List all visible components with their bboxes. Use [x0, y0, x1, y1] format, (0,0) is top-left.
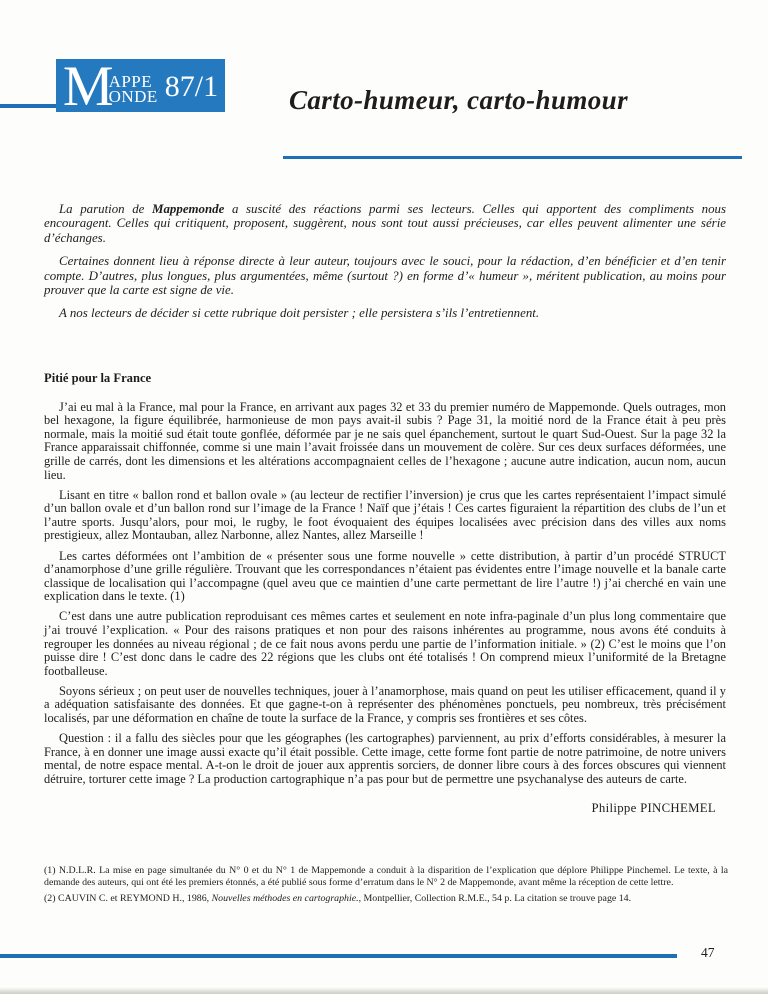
section-heading: Pitié pour la France — [44, 371, 152, 385]
footnote-2-book-title: Nouvelles méthodes en cartographie. — [211, 892, 359, 904]
body-paragraph-5: Soyons sérieux ; on peut user de nouvelles techniques, jouer à l’anamorphose, mais quand on peut les utiliser efficacement, quand il y a adéquation satisfaisante des données. Et que gagne-t-on à représenter des phénomènes ponctuels, peu nombreux, très précisément localisés, par une déformation en chaîne de toute la surface de la France, y compris ses frontières et ses côtes. — [44, 683, 726, 726]
logo-word-stack — [108, 71, 158, 106]
intro-p1-journal-name: Mappemonde — [152, 202, 225, 216]
footer-rule — [0, 954, 677, 958]
masthead-left-rule — [0, 104, 58, 108]
letter-body — [44, 372, 726, 793]
logo-letter-m: M — [62, 54, 112, 118]
page-number: 47 — [701, 945, 715, 960]
intro-p1-after: a suscité des réactions parmi ses lecteurs. Celles qui apportent des compliments nous encouragent. Celles qui critiquent, proposent, suggèrent, nous sont tout aussi précieuses, car elles peuvent alimenter une série d’échanges. — [44, 202, 726, 245]
mappemonde-logo — [56, 54, 225, 118]
intro-paragraph-3: A nos lecteurs de décider si cette rubrique doit persister ; elle persistera s’ils l’entretiennent. — [59, 306, 540, 321]
body-paragraph-2: Lisant en titre « ballon rond et ballon ovale » (au lecteur de rectifier l’inversion) je crus que les cartes représentaient l’impact simulé d’un ballon ovale et d’un ballon rond sur l’image de la France ! Naïf que j’étais ! Ces cartes figuraient la répartition des clubs de l’un et l’autre sports. Jusqu’alors, pour moi, le rugby, le foot évoquaient des équipes localisées avec précision dans des villes aux noms prestigieux, allez Montauban, allez Narbonne, allez Nantes, allez Marseille ! — [44, 487, 726, 543]
logo-word-bottom: ONDE — [108, 86, 158, 106]
logo-word-top: APPE — [108, 71, 153, 91]
footnote-2-after: , Montpellier, Collection R.M.E., 54 p. La citation se trouve page 14. — [358, 892, 632, 904]
footnote-1: (1) N.D.L.R. La mise en page simultanée du N° 0 et du N° 1 de Mappemonde a conduit à la disparition de l’explication que déplore Philippe Pinchemel. Le texte, à la demande des auteurs, qui ont été les premiers étonnés, a été publié sous forme d’erratum dans le N° 2 de Mappemonde, avant même la réception de cette lettre. — [44, 865, 728, 889]
scan-edge — [0, 987, 768, 994]
article-title: Carto-humeur, carto-humour — [289, 85, 629, 115]
title-rule — [283, 156, 742, 159]
author-signature: Philippe PINCHEMEL — [591, 801, 716, 815]
body-paragraph-1: J’ai eu mal à la France, mal pour la France, en arrivant aux pages 32 et 33 du premier numéro de Mappemonde. Quels outrages, mon bel hexagone, la figure équilibrée, harmonieuse de mon pays avait-il subis ? Page 31, la moitié nord de la France était à peu près normale, mais la moitié sud était toute gonflée, déformée par je ne sais quel épanchement, surtout le quart Sud-Ouest. Sur la page 32 la France apparaissait chiffonnée, comme si une main l’avait froissée dans un mouvement de colère. Sur ces deux surfaces déformées, une grille de carrés, dont les dimensions et les altérations accompagnaient celles de l’hexagone ; aucune autre indication, aucun nom, aucun lieu. — [44, 399, 726, 482]
footnote-2 — [44, 893, 728, 905]
body-paragraph-4: C’est dans une autre publication reproduisant ces mêmes cartes et seulement en note infra-paginale d’un plus long commentaire que j’ai trouvé l’explication. « Pour des raisons pratiques et non pour des raisons inhérentes au programme, nous avons été conduits à regrouper les données au niveau régional ; de ce fait nous avons perdu une partie de l’information initiale. » (2) C’est le moins que l’on puisse dire ! C’est donc dans le cadre des 22 régions que les clubs ont été totalisés ! On comprend mieux l’uniformité de la Bretagne footballeuse. — [44, 609, 726, 678]
body-paragraph-3: Les cartes déformées ont l’ambition de « présenter sous une forme nouvelle » cette distribution, à partir d’un procédé STRUCT d’anamorphose d’une grille régulière. Trouvant que les correspondances n’étaient pas évidentes entre l’image nouvelle et la banale carte classique de localisation qui l’accompagne (quel aveu que ce maintien d’une carte permettant de lire l’autre !) j’ai cherché en vain une explication dans le texte. (1) — [44, 548, 726, 604]
intro-paragraph-1 — [44, 202, 726, 245]
intro-paragraph-2: Certaines donnent lieu à réponse directe à leur auteur, toujours avec le souci, pour la rédaction, d’en bénéficier et d’en tenir compte. D’autres, plus longues, plus argumentées, même (surtout ?) en forme d’« humeur », méritent publication, au moins pour prouver que la carte est signe de vie. — [44, 254, 726, 298]
body-paragraph-6: Question : il a fallu des siècles pour que les géographes (les cartographes) parviennent, au prix d’efforts considérables, à mesurer la France, à en donner une image aussi exacte qu’il était possible. Cette image, cette forme font partie de notre patrimoine, de notre univers mental, de notre espace mental. A-t-on le droit de jouer aux apprentis sorciers, de donner libre cours à des forces obscures qui viennent détruire, torturer cette image ? La production cartographique n’a pas pour but de permettre une psychanalyse des auteurs de carte. — [44, 731, 726, 786]
editorial-intro — [44, 202, 726, 330]
intro-p1-before: La parution de — [59, 202, 153, 216]
issue-number: 87/1 — [164, 69, 219, 103]
footnote-2-before: (2) CAUVIN C. et REYMOND H., 1986, — [44, 892, 212, 904]
footnotes — [44, 865, 728, 909]
